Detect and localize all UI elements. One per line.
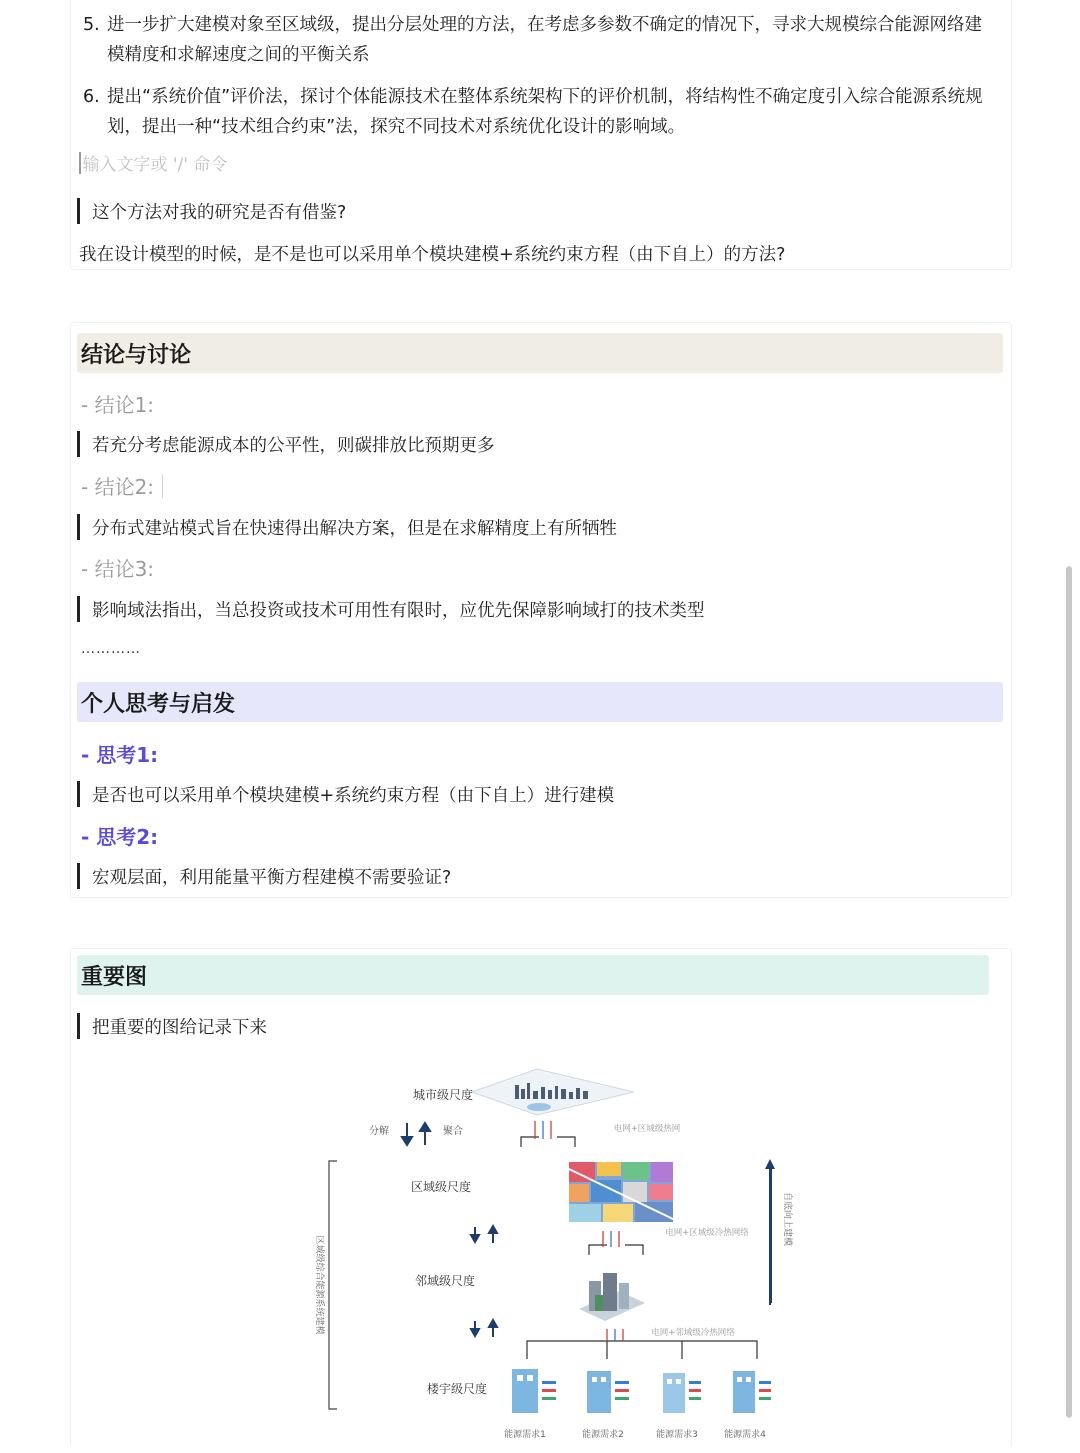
top-section-card	[70, 0, 1012, 270]
quote-text: 影响域法指出，当总投资或技术可用性有限时，应优先保障影响域打的技术类型	[92, 600, 705, 621]
demand-label: 能源需求3	[656, 1430, 698, 1440]
building-icon	[512, 1369, 556, 1413]
left-bracket	[329, 1161, 337, 1409]
figure-card	[70, 948, 1012, 1448]
quote-block[interactable]	[77, 196, 346, 226]
quote-bar	[77, 1013, 80, 1039]
quote-block[interactable]	[77, 512, 617, 542]
quote-text: 是否也可以采用单个模块建模+系统约束方程（由下自上）进行建模	[92, 785, 615, 806]
quote-text: 这个方法对我的研究是否有借鉴?	[92, 202, 347, 223]
quote-block[interactable]	[77, 594, 705, 624]
thinking-label-1[interactable]: - 思考1:	[81, 743, 159, 767]
ellipsis-text: …………	[81, 641, 141, 657]
quote-bar	[77, 863, 80, 889]
label-text: - 结论2:	[81, 475, 155, 499]
list-number: 6.	[83, 87, 100, 107]
decompose-label: 分解	[369, 1126, 389, 1137]
conclusion-label-2[interactable]	[81, 471, 163, 500]
quote-bar	[77, 781, 80, 807]
decompose-arrow-icon	[471, 1320, 497, 1337]
level-label: 邻域级尺度	[414, 1274, 476, 1288]
conclusion-label-3[interactable]: - 结论3:	[81, 557, 155, 581]
level-label: 城市级尺度	[412, 1088, 474, 1102]
building-icon	[663, 1373, 701, 1413]
network-label: 电网+邻域级冷热网络	[651, 1328, 735, 1338]
level-label: 区域级尺度	[410, 1180, 472, 1194]
block-input[interactable]	[79, 150, 227, 175]
paragraph[interactable]: 我在设计模型的时候，是不是也可以采用单个模块建模+系统约束方程（由下自上）的方法?	[79, 245, 786, 265]
quote-block[interactable]	[77, 1011, 267, 1041]
quote-bar	[77, 431, 80, 457]
aggregate-label: 聚合	[443, 1126, 463, 1137]
thinking-heading: 个人思考与启发	[77, 682, 1003, 722]
left-vertical-label: 区域级综合能源系统建模	[314, 1235, 324, 1335]
quote-text: 把重要的图给记录下来	[92, 1017, 267, 1038]
quote-text: 若充分考虑能源成本的公平性，则碳排放比预期更多	[92, 435, 495, 456]
demand-label: 能源需求1	[504, 1430, 546, 1440]
network-pipe-icon	[589, 1231, 643, 1255]
quote-bar	[77, 198, 80, 224]
thinking-label-2[interactable]: - 思考2:	[81, 825, 159, 849]
input-placeholder: 输入文字或 '/' 命令	[82, 155, 228, 175]
right-vertical-label: 自底向上建模	[782, 1191, 792, 1247]
city-base-icon	[527, 1103, 551, 1111]
list-item	[83, 82, 983, 142]
quote-bar	[77, 596, 80, 622]
conclusion-label-1[interactable]: - 结论1:	[81, 393, 155, 417]
network-label: 电网+区域级热网	[613, 1124, 681, 1134]
building-icon	[733, 1371, 771, 1413]
list-text: 进一步扩大建模对象至区域级，提出分层处理的方法，在考虑多参数不确定的情况下，寻求大规模综合能源网络建模精度和求解速度之间的平衡关系	[107, 15, 982, 65]
vertical-scrollbar[interactable]	[1066, 566, 1072, 1418]
conclusion-heading: 结论与讨论	[77, 333, 1003, 373]
bottom-up-arrow-head	[765, 1159, 775, 1169]
building-icon	[587, 1371, 629, 1413]
list-text: 提出“系统价值”评价法，探讨个体能源技术在整体系统架构下的评价机制，将结构性不确定度引入综合能源系统规划，提出一种“技术组合约束”法，探究不同技术对系统优化设计的影响域。	[107, 87, 983, 137]
conclusion-card	[70, 322, 1012, 898]
neighbourhood-buildings-icon	[579, 1273, 645, 1321]
level-label: 楼宇级尺度	[426, 1382, 488, 1396]
multiscale-diagram[interactable]	[307, 1059, 792, 1449]
quote-bar	[77, 514, 80, 540]
text-caret	[79, 152, 81, 174]
list-item	[83, 10, 983, 70]
demand-label: 能源需求2	[582, 1430, 624, 1440]
decompose-arrow-icon	[471, 1226, 497, 1243]
quote-text: 宏观层面，利用能量平衡方程建模不需要验证?	[92, 867, 452, 888]
region-map-icon	[569, 1162, 673, 1222]
quote-block[interactable]	[77, 779, 614, 809]
list-number: 5.	[83, 15, 100, 35]
network-label: 电网+区域级冷热网络	[665, 1228, 749, 1238]
quote-block[interactable]	[77, 861, 451, 891]
city-platform-icon	[472, 1069, 634, 1115]
network-pipe-icon	[521, 1121, 575, 1147]
figure-heading: 重要图	[77, 955, 989, 995]
decompose-arrow-icon	[402, 1123, 430, 1145]
quote-block[interactable]	[77, 429, 495, 459]
quote-text: 分布式建站模式旨在快速得出解决方案，但是在求解精度上有所牺牲	[92, 518, 617, 539]
demand-label: 能源需求4	[724, 1430, 766, 1440]
text-cursor	[162, 474, 163, 498]
